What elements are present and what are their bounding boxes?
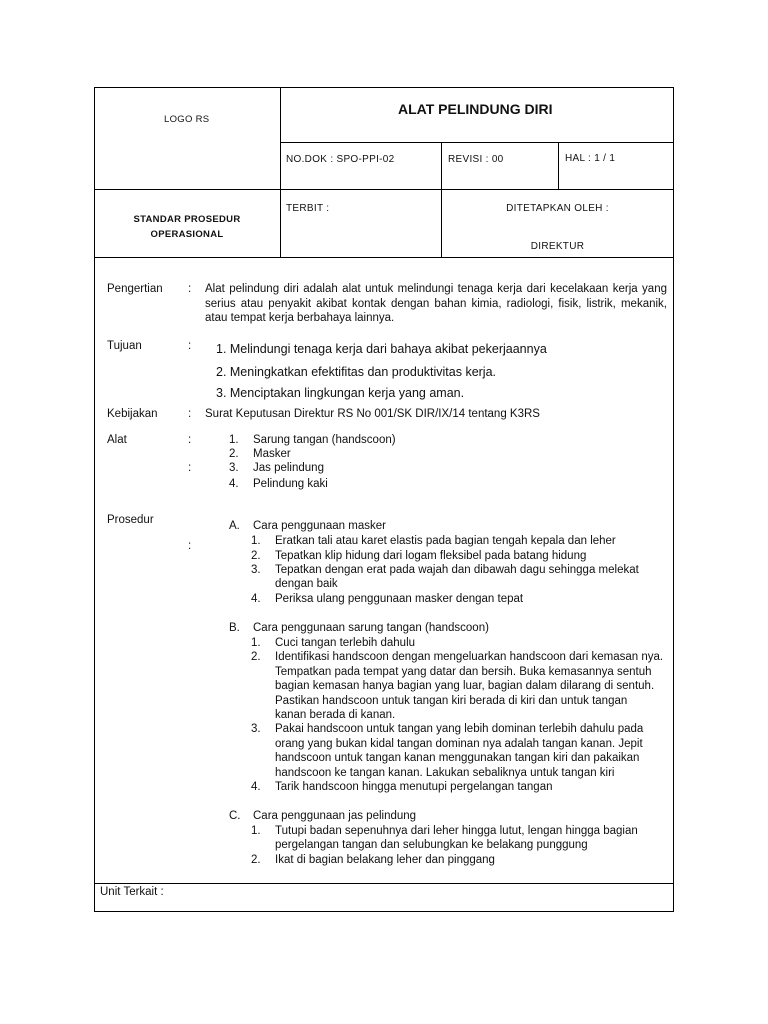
list-number: 2. [251,651,261,663]
step-text: Tarik handscoon hingga menutupi pergelangan tangan [275,781,553,793]
step-text: pergelangan tangan dan selubungkan ke belakang punggung [275,839,588,851]
section-letter: C. [229,810,241,822]
list-number: 4. [229,478,239,490]
list-number: 2. [229,448,239,460]
divider [280,87,281,257]
list-number: 2. [251,550,261,562]
alat-item: Jas pelindung [253,462,324,474]
alat-item: Pelindung kaki [253,478,328,490]
divider [94,257,674,258]
issued-label: TERBIT : [286,203,330,214]
step-text: Tepatkan klip hidung dari logam fleksibel pada batang hidung [275,550,587,562]
logo-placeholder: LOGO RS [164,114,210,125]
step-text: orang yang bukan kidal tangan dominan nya adalah tangan kanan. Jepit [275,738,643,750]
tujuan-item: 1. Melindungi tenaga kerja dari bahaya akibat pekerjaannya [216,342,547,356]
section-letter: B. [229,622,240,634]
colon: : [188,340,192,352]
step-text: Ikat di bagian belakang leher dan pinggang [275,854,495,866]
step-text: Eratkan tali atau karet elastis pada bagian tengah kepala dan leher [275,535,616,547]
step-text: handscoon ke tangan kanan. Lakukan sebaliknya untuk tangan kiri [275,767,615,779]
section-letter: A. [229,520,240,532]
tujuan-item: 3. Menciptakan lingkungan kerja yang aman. [216,386,465,400]
page-number: HAL : 1 / 1 [565,153,616,164]
related-unit-label: Unit Terkait : [100,886,164,898]
alat-item: Sarung tangan (handscoon) [253,434,396,446]
pengertian-label: Pengertian [107,283,163,295]
revision: REVISI : 00 [448,154,504,165]
pengertian-text: Alat pelindung diri adalah alat untuk melindungi tenaga kerja dari kecelakaan kerja yang serius atau penyakit akibat kontak dengan bahan kimia, radiologi, fisik, listrik, mekanik, atau tempat kerja berbahaya lainnya. [205,283,667,324]
doc-type-line1: STANDAR PROSEDUR [133,214,241,225]
colon: : [188,283,192,295]
divider [558,142,559,189]
colon: : [188,462,192,474]
list-number: 1. [251,535,261,547]
divider [94,189,674,190]
alat-label: Alat [107,434,127,446]
step-text: Tepatkan dengan erat pada wajah dan dibawah dagu sehingga melekat [275,564,639,576]
step-text: handscoon untuk tangan kanan menggunakan tangan kiri dan pakaikan [275,752,640,764]
step-text: Periksa ulang penggunaan masker dengan tepat [275,593,524,605]
tujuan-label: Tujuan [107,340,142,352]
section-title: Cara penggunaan masker [253,520,386,532]
list-number: 3. [251,723,261,735]
step-text: bagian kemasan hanya bagian yang luar, bagian dalam dilarang di sentuh. [275,680,655,692]
step-text: Cuci tangan terlebih dahulu [275,637,416,649]
list-number: 4. [251,593,261,605]
approved-by-label: DITETAPKAN OLEH : [506,203,609,214]
list-number: 3. [251,564,261,576]
section-title: Cara penggunaan jas pelindung [253,810,417,822]
list-number: 2. [251,854,261,866]
step-text: Tutupi badan sepenuhnya dari leher hingga lutut, lengan hingga bagian [275,825,638,837]
list-number: 1. [251,637,261,649]
alat-item: Masker [253,448,291,460]
step-text: Pakai handscoon untuk tangan yang lebih dominan terlebih dahulu pada [275,723,644,735]
list-number: 4. [251,781,261,793]
doc-type-line2: OPERASIONAL [150,229,224,240]
step-text: Identifikasi handscoon dengan mengeluarkan handscoon dari kemasan nya. [275,651,664,663]
divider [441,142,442,257]
kebijakan-label: Kebijakan [107,408,158,420]
tujuan-item: 2. Meningkatkan efektifitas dan produktivitas kerja. [216,365,497,379]
colon: : [188,540,192,552]
divider [94,883,674,884]
section-title: Cara penggunaan sarung tangan (handscoon) [253,622,489,634]
doc-number: NO.DOK : SPO-PPI-02 [286,154,395,165]
list-number: 1. [229,434,239,446]
list-number: 3. [229,462,239,474]
kebijakan-text: Surat Keputusan Direktur RS No 001/SK DIR/IX/14 tentang K3RS [205,408,540,420]
document-title: ALAT PELINDUNG DIRI [398,101,553,117]
step-text: Tempatkan pada tempat yang datar dan bersih. Buka kemasannya sentuh [275,666,652,678]
director-label: DIREKTUR [530,241,585,252]
step-text: Pastikan handscoon untuk tangan kiri berada di kiri dan untuk tangan [275,695,628,707]
divider [280,142,674,143]
colon: : [188,408,192,420]
list-number: 1. [251,825,261,837]
step-text: dengan baik [275,578,338,590]
prosedur-label: Prosedur [107,514,154,526]
step-text: kanan berada di kanan. [275,709,396,721]
colon: : [188,434,192,446]
